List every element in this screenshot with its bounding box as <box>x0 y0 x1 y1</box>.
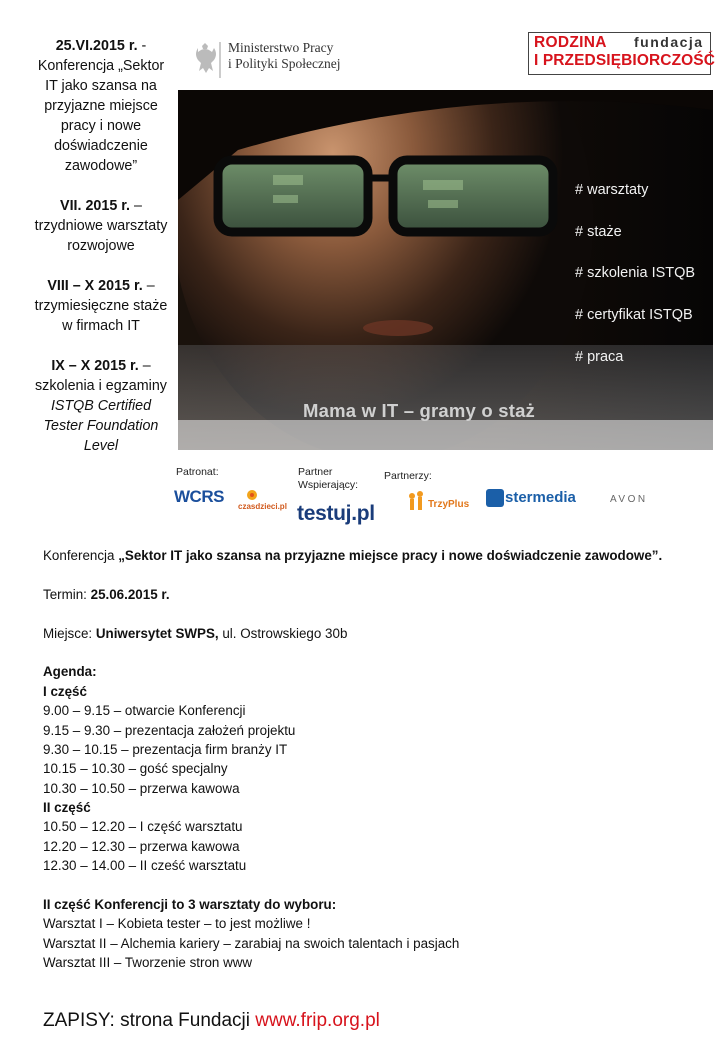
trainings-date: IX – X 2015 r. <box>51 358 139 374</box>
hashtag-item: # certyfikat ISTQB <box>575 307 693 324</box>
workshops-date: VII. 2015 r. <box>60 198 130 214</box>
conference-date: 25.VI.2015 r. <box>55 38 138 54</box>
hero-slogan: Mama w IT – gramy o staż <box>303 400 536 421</box>
internships-date: VIII – X 2015 r. <box>47 278 143 294</box>
agenda-section <box>43 546 703 973</box>
agenda-item: 10.30 – 10.50 – przerwa kawowa <box>43 780 240 796</box>
agenda-item: 9.00 – 9.15 – otwarcie Konferencji <box>43 703 246 719</box>
foundation-website-link[interactable]: www.frip.org.pl <box>255 1010 380 1031</box>
trainings-certificate: ISTQB Certified Tester Foundation Level <box>43 398 159 454</box>
trainings-description: szkolenia i egzaminy <box>35 378 167 394</box>
foundation-logo-fundacja: fundacja <box>634 34 704 50</box>
termin-value: 25.06.2015 r. <box>90 586 170 602</box>
hashtag-item: # praca <box>575 348 624 365</box>
agenda-heading: Agenda: <box>43 664 97 680</box>
part2-heading: II część <box>43 800 91 816</box>
miejsce-value: Uniwersytet SWPS, <box>95 625 219 641</box>
avon-logo: AVON <box>610 494 648 505</box>
internships-description: trzymiesięczne staże w firmach IT <box>34 298 168 334</box>
schedule-column <box>30 36 172 476</box>
part1-heading: I część <box>43 683 87 699</box>
czasdzieci-logo <box>236 488 268 502</box>
sun-icon <box>236 488 268 502</box>
hero-hashtags <box>575 170 695 379</box>
miejsce-line: Miejsce: Uniwersytet SWPS, ul. Ostrowskiego 30b <box>43 625 348 641</box>
stermedia-logo: stermedia <box>505 489 576 506</box>
trzyplus-text: TrzyPlus <box>428 499 470 510</box>
agenda-item: 9.30 – 10.15 – prezentacja firm branży IT <box>43 741 288 757</box>
schedule-workshops: VII. 2015 r. – trzydniowe warsztaty rozwojowe <box>34 198 168 254</box>
agenda-item: 9.15 – 9.30 – prezentacja założeń projektu <box>43 722 296 738</box>
foundation-logo-przedsiebiorczosc: I PRZEDSIĘBIORCZOŚĆ <box>534 52 716 69</box>
conference-title: „Sektor IT jako szansa na przyjazne miejsce pracy i nowe doświadczenie zawodowe”. <box>118 548 663 563</box>
conference-title-line: Konferencja „Sektor IT jako szansa na przyjazne miejsce pracy i nowe doświadczenie zawodowe”. <box>43 548 663 563</box>
ministry-name: Ministerstwo Pracy i Polityki Społecznej <box>228 40 341 71</box>
workshop-item: Warsztat III – Tworzenie stron www <box>43 955 253 971</box>
patronat-label: Patronat: <box>176 466 219 478</box>
agenda-item: 12.20 – 12.30 – przerwa kawowa <box>43 838 240 854</box>
czasdzieci-text: czasdzieci.pl <box>238 502 287 511</box>
schedule-trainings: IX – X 2015 r. – szkolenia i egzaminy ISTQB Certified Tester Foundation Level <box>35 358 167 454</box>
termin-line: Termin: 25.06.2015 r. <box>43 586 170 602</box>
supporting-partner-label: Partner Wspierający: <box>298 466 359 491</box>
schedule-internships: VIII – X 2015 r. – trzymiesięczne staże w firmach IT <box>34 278 168 334</box>
partners-label: Partnerzy: <box>384 470 432 482</box>
conference-description: Konferencja „Sektor IT jako szansa na przyjazne miejsce pracy i nowe doświadczenie zawodowe” <box>37 58 165 174</box>
workshops-heading: II część Konferencji to 3 warsztaty do wyboru: <box>43 897 337 913</box>
wcrs-logo: WCRS <box>174 487 224 506</box>
schedule-conference: 25.VI.2015 r. - Konferencja „Sektor IT jako szansa na przyjazne miejsce pracy i nowe doświadczenie zawodowe” <box>37 38 165 174</box>
hashtag-item: # warsztaty <box>575 182 649 198</box>
stermedia-icon <box>486 489 504 507</box>
agenda-item: 10.50 – 12.20 – I część warsztatu <box>43 819 243 835</box>
testuj-logo: testuj.pl <box>297 502 375 525</box>
hashtag-item: # szkolenia ISTQB <box>575 265 696 282</box>
agenda-item: 10.15 – 10.30 – gość specjalny <box>43 761 228 777</box>
workshop-item: Warsztat I – Kobieta tester – to jest możliwe ! <box>43 916 311 932</box>
foundation-logo-rodzina: RODZINA <box>534 34 607 51</box>
workshop-item: Warsztat II – Alchemia kariery – zarabiaj na swoich talentach i pasjach <box>43 935 460 951</box>
agenda-item: 12.30 – 14.00 – II cześć warsztatu <box>43 858 247 874</box>
registration-footer: ZAPISY: strona Fundacji www.frip.org.pl <box>43 1010 380 1031</box>
workshops-description: trzydniowe warsztaty rozwojowe <box>34 218 168 254</box>
hashtag-item: # staże <box>575 223 622 240</box>
